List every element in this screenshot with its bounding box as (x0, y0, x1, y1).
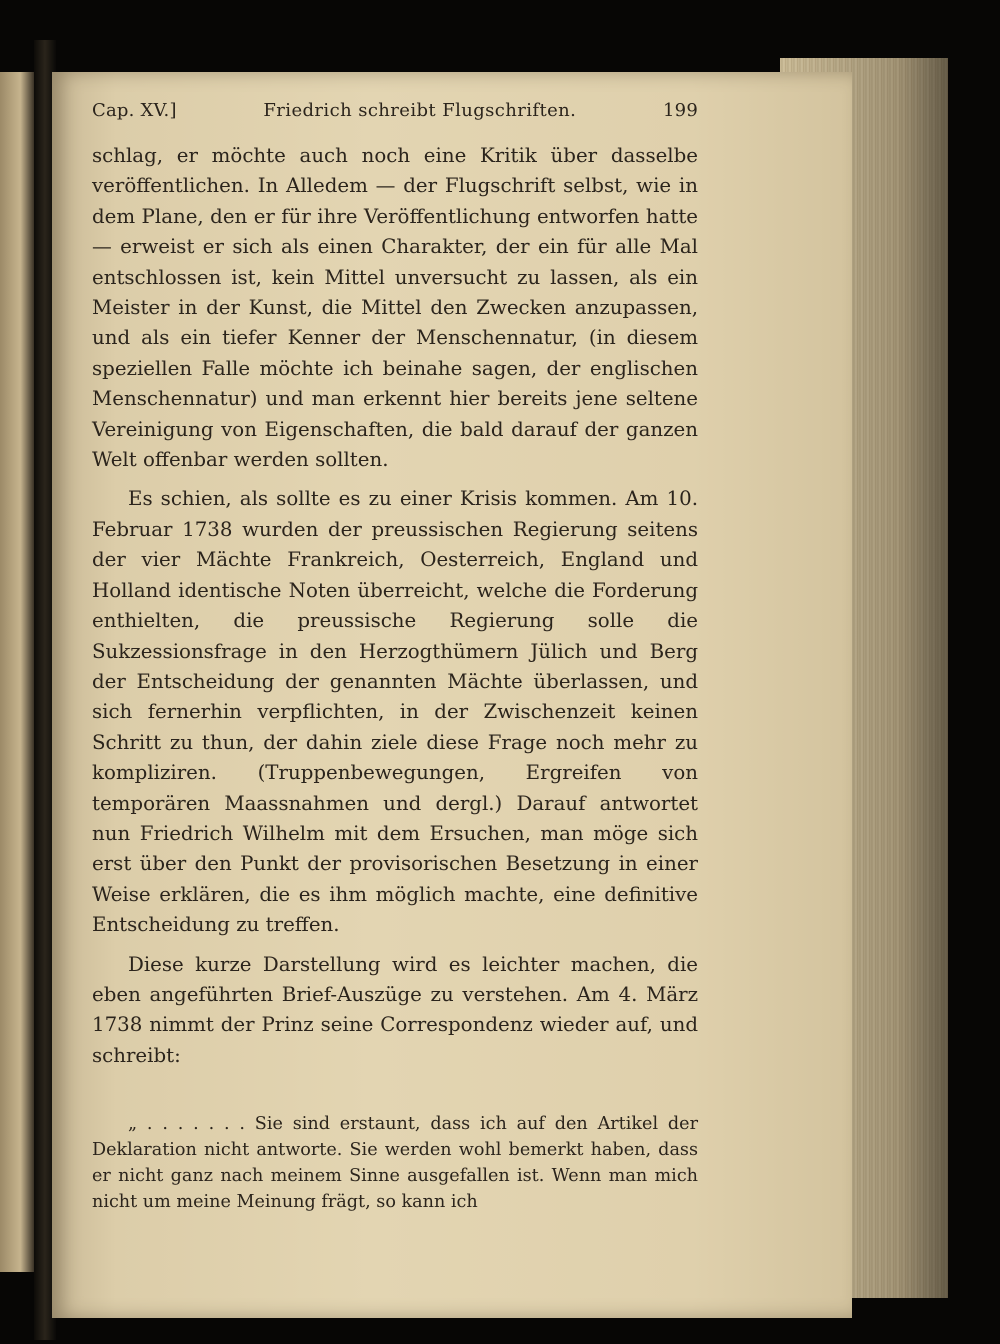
page-content (92, 100, 698, 1215)
page-number: 199 (663, 100, 698, 121)
chapter-label: Cap. XV.] (92, 100, 177, 121)
paragraph-2: Es schien, als sollte es zu einer Krisis kommen. Am 10. Februar 1738 wurden der preussischen Regierung seitens der vier Mächte Frankreich, Oesterreich, England und Holland identische Noten überreicht, welche die Forderung enthielten, die preussische Regierung solle die Sukzessionsfrage in den Herzogthümern Jülich und Berg der Entscheidung der genannten Mächte überlassen, und sich fernerhin verpflichten, in der Zwischenzeit keinen Schritt zu thun, der dahin ziele diese Frage noch mehr zu kompliziren. (Truppenbewegungen, Ergreifen von temporären Maassnahmen und dergl.) Darauf antwortet nun Friedrich Wilhelm mit dem Ersuchen, man möge sich erst über den Punkt der provisorischen Besetzung in einer Weise erklären, die es ihm möglich machte, eine definitive Entscheidung zu treffen. (92, 487, 698, 937)
running-header (92, 100, 698, 121)
paragraph-1: schlag, er möchte auch noch eine Kritik über dasselbe veröffentlichen. In Alledem — der Flugschrift selbst, wie in dem Plane, den er für ihre Veröffentlichung entworfen hatte — erweist er sich als einen Charakter, der ein für alle Mal entschlossen ist, kein Mittel unversucht zu lassen, als ein Meister in der Kunst, die Mittel den Zwecken anzupassen, und als ein tiefer Kenner der Menschennatur, (in diesem speziellen Falle möchte ich beinahe sagen, der englischen Menschennatur) und man erkennt hier bereits jene seltene Vereinigung von Eigenschaften, die bald darauf der ganzen Welt offenbar werden sollten. (92, 144, 698, 472)
letter-quote (92, 1111, 698, 1215)
body-text (92, 141, 698, 1071)
paragraph-3: Diese kurze Darstellung wird es leichter machen, die eben angeführten Brief-Auszüge zu verstehen. Am 4. März 1738 nimmt der Prinz seine Correspondenz wieder auf, und schreibt: (92, 952, 698, 1067)
left-page-edge (0, 72, 34, 1272)
running-title: Friedrich schreibt Flugschriften. (263, 100, 577, 121)
quote-text: „ . . . . . . . Sie sind erstaunt, dass ich auf den Artikel der Deklaration nicht antworte. Sie werden wohl bemerkt haben, dass er nicht ganz nach meinem Sinne ausgefallen ist. Wenn man mich nicht um meine Meinung frägt, so kann ich (92, 1114, 698, 1213)
